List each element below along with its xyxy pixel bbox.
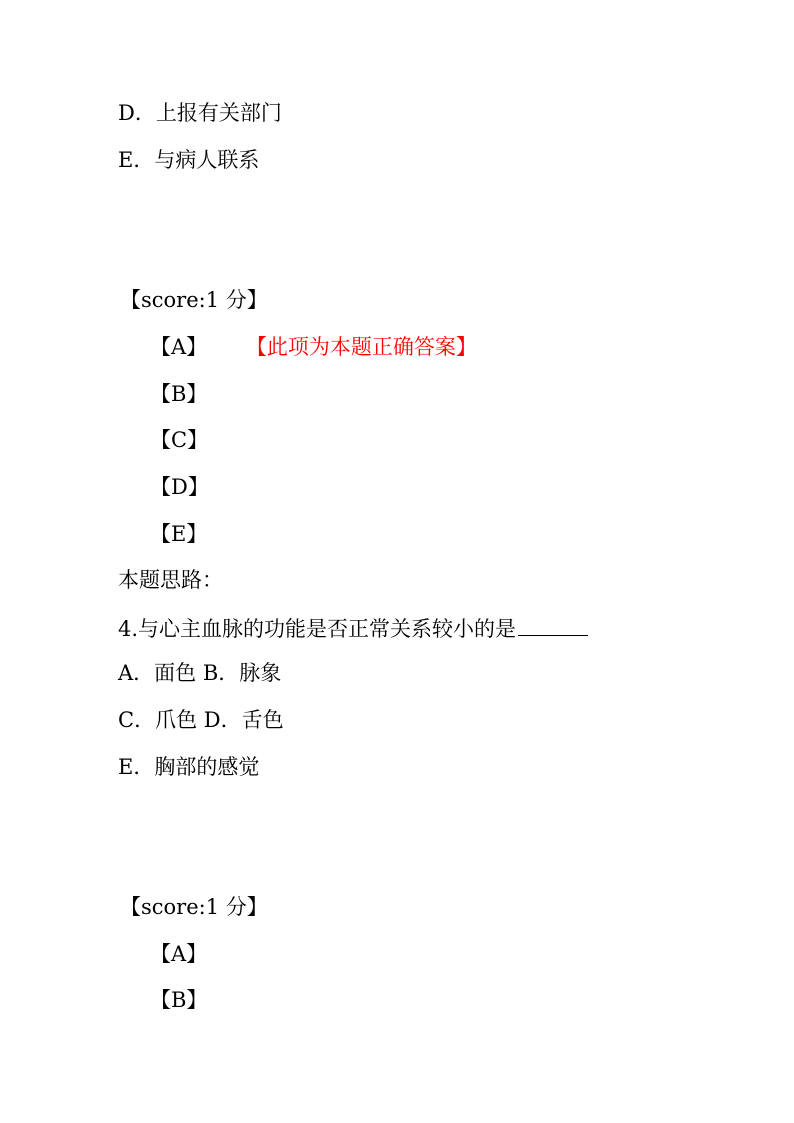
correct-answer-note: 【此项为本题正确答案】 [245, 335, 477, 359]
option-c-d: C．爪色 D．舌色 [118, 708, 284, 732]
option-a-b: A．面色 B．脉象 [118, 661, 282, 685]
choice-a[interactable]: 【A】 [150, 942, 208, 966]
choice-c[interactable]: 【C】 [150, 428, 209, 452]
choice-d[interactable]: 【D】 [150, 475, 209, 499]
hint-label: 本题思路： [118, 568, 223, 592]
score-label: 【score:1 分】 [120, 288, 268, 312]
option-e: E．胸部的感觉 [118, 755, 260, 779]
choice-a[interactable] [150, 337, 477, 358]
choice-e[interactable]: 【E】 [150, 522, 208, 546]
choice-a-label: 【A】 [150, 335, 208, 359]
question-4-stem [118, 617, 588, 640]
question-4-text: 4.与心主血脉的功能是否正常关系较小的是 [118, 617, 517, 641]
score-label: 【score:1 分】 [120, 895, 268, 919]
option-e: E．与病人联系 [118, 148, 260, 172]
answer-blank [518, 617, 588, 636]
choice-b[interactable]: 【B】 [150, 382, 208, 406]
choice-b[interactable]: 【B】 [150, 988, 208, 1012]
option-d: D．上报有关部门 [118, 101, 282, 125]
